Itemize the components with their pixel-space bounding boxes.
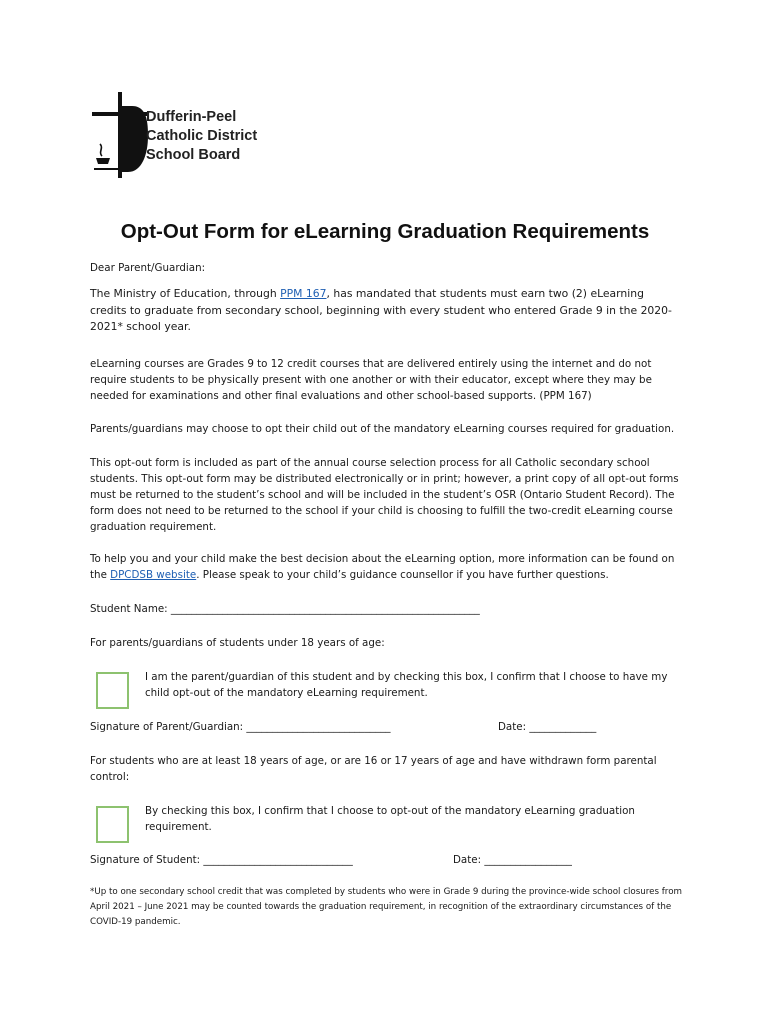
more-info-text-before: To help you and your child make the best decision about the eLearning option, more information can be found on the <box>90 553 675 581</box>
intro-text-before: The Ministry of Education, through <box>90 287 281 300</box>
form-process-paragraph: This opt-out form is included as part of the annual course selection process for all Catholic secondary school students. This opt-out form may be distributed electronically or in print; however, a print copy of all opt-out forms must be returned to the student’s school and will be included in the student’s OSR (Ontario Student Record). The form does not need to be returned to the school if your child is choosing to fulfill the two-credit eLearning course graduation requirement. <box>90 457 679 533</box>
board-name-line2: Catholic District <box>146 128 258 144</box>
dpcdsb-website-link[interactable]: DPCDSB website <box>110 569 197 581</box>
parent-opt-out-checkbox[interactable] <box>96 672 129 709</box>
greeting: Dear Parent/Guardian: <box>90 262 206 274</box>
intro-paragraph <box>90 286 682 336</box>
intro-text-after: , has mandated that students must earn two (2) eLearning credits to graduate from secondary school, beginning with every student who entered Grade 9 in the 2020-2021* school year. <box>90 287 672 333</box>
page-title: Opt-Out Form for eLearning Graduation Requirements <box>120 220 650 243</box>
board-name-line1: Dufferin-Peel <box>146 109 237 125</box>
parent-date-field[interactable]: Date: _____________ <box>498 721 597 733</box>
elearning-definition-paragraph: eLearning courses are Grades 9 to 12 credit courses that are delivered entirely using the internet and do not require students to be physically present with one another or with their educator, except where they may be needed for examinations and other final evaluations and other school-based supports. (PPM 167) <box>90 358 652 402</box>
student-signature-field[interactable]: Signature of Student: _____________________________ <box>90 854 353 866</box>
opt-out-choice-paragraph: Parents/guardians may choose to opt their child out of the mandatory eLearning courses required for graduation. <box>90 423 675 435</box>
student-date-field[interactable]: Date: _________________ <box>453 854 572 866</box>
parent-signature-field[interactable]: Signature of Parent/Guardian: ____________________________ <box>90 721 391 733</box>
board-emblem-icon <box>88 92 148 178</box>
student-name-field[interactable]: Student Name: ____________________________________________________________ <box>90 603 480 615</box>
student-checkbox-label: By checking this box, I confirm that I choose to opt-out of the mandatory eLearning graduation requirement. <box>145 805 635 833</box>
more-info-text-after: . Please speak to your child’s guidance counsellor if you have further questions. <box>196 569 609 581</box>
parent-checkbox-label: I am the parent/guardian of this student and by checking this box, I confirm that I choose to have my child opt-out of the mandatory eLearning requirement. <box>145 671 668 699</box>
more-info-paragraph <box>90 551 682 583</box>
board-logo <box>88 92 328 178</box>
board-name-line3: School Board <box>146 147 241 163</box>
under-18-heading: For parents/guardians of students under 18 years of age: <box>90 637 385 649</box>
ppm-167-link[interactable]: PPM 167 <box>280 287 327 300</box>
board-name <box>146 108 326 165</box>
over-18-heading: For students who are at least 18 years of age, or are 16 or 17 years of age and have withdrawn form parental control: <box>90 755 657 783</box>
footnote: *Up to one secondary school credit that was completed by students who were in Grade 9 during the province-wide school closures from April 2021 – June 2021 may be counted towards the graduation requirement, in recognition of the extraordinary circumstances of the COVID-19 pandemic. <box>90 887 682 927</box>
student-opt-out-checkbox[interactable] <box>96 806 129 843</box>
